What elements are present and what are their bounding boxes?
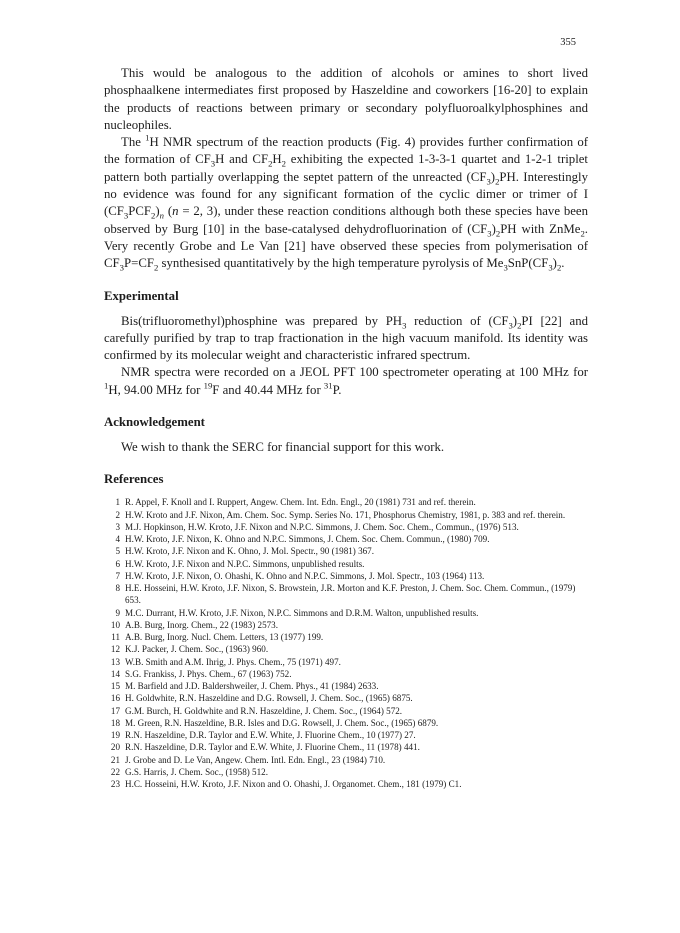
reference-item	[104, 631, 588, 643]
reference-text: W.B. Smith and A.M. Ihrig, J. Phys. Chem., 75 (1971) 497.	[125, 656, 341, 667]
acknowledgement-text: We wish to thank the SERC for financial support for this work.	[121, 440, 445, 455]
reference-number: 15	[110, 681, 120, 692]
reference-text: H.W. Kroto, J.F. Nixon, O. Ohashi, K. Ohno and N.P.C. Simmons, J. Mol. Spectr., 103 (1964) 113.	[125, 570, 485, 581]
reference-item	[104, 545, 588, 557]
reference-number: 10	[110, 619, 120, 630]
reference-item	[104, 496, 588, 508]
reference-item	[104, 754, 588, 766]
reference-text: A.B. Burg, Inorg. Nucl. Chem. Letters, 13 (1977) 199.	[125, 632, 324, 643]
reference-item	[104, 607, 588, 619]
reference-number: 14	[110, 668, 120, 679]
reference-text: M.J. Hopkinson, H.W. Kroto, J.F. Nixon and N.P.C. Simmons, J. Chem. Soc. Chem., Commun., (1976) 513.	[125, 521, 519, 532]
reference-number: 21	[110, 754, 120, 765]
reference-text: H. Goldwhite, R.N. Haszeldine and D.G. Rowsell, J. Chem. Soc., (1965) 6875.	[125, 693, 413, 704]
paragraph-preparation: Bis(trifluoromethyl)phosphine was prepared by $PH_3$ reduction of $(CF_3)_2PI$ [22] and carefully purified by trap to trap fractionation in the high vacuum manifold. Its identity was confirmed by its molecular weight and characteristic infrared spectrum.	[104, 313, 589, 363]
reference-text: G.S. Harris, J. Chem. Soc., (1958) 512.	[125, 766, 268, 777]
reference-text: H.W. Kroto, J.F. Nixon and N.P.C. Simmons, unpublished results.	[125, 558, 365, 569]
reference-item	[104, 766, 588, 778]
references-heading: References	[104, 472, 164, 487]
reference-item	[104, 643, 588, 655]
reference-number: 1	[115, 497, 120, 508]
experimental-heading: Experimental	[104, 288, 179, 303]
reference-item	[104, 533, 588, 545]
paragraph-nmr-discussion: The $^1$H NMR spectrum of the reaction products (Fig. 4) provides further confirmation of the formation of $CF_3H$ and $CF_2H_2$ exhibiting the expected 1-3-3-1 quartet and 1-2-1 triplet pattern both partially overlapping the septet pattern of the unreacted $(CF_3)_2PH$. Interestingly no evidence was found for any significant formation of the cyclic dimer or trimer of I $(CF_3PCF_2)_n$ (n = 2, 3), under these reaction conditions although both these species have been observed by Burg [10] in the base-catalysed dehydrofluorination of $(CF_3)_2PH$ with ZnMe$_2$. Very recently Grobe and Le Van [21] have observed these species from polymerisation of $CF_3P=CF_2$ synthesised quantitatively by the high temperature pyrolysis of $Me_3SnP(CF_3)_2$.	[104, 132, 588, 273]
reference-number: 19	[110, 730, 120, 741]
reference-text: M. Barfield and J.D. Baldershweiler, J. Chem. Phys., 41 (1984) 2633.	[125, 681, 379, 692]
reference-text: R.N. Haszeldine, D.R. Taylor and E.W. White, J. Fluorine Chem., 11 (1978) 441.	[125, 742, 420, 753]
article-body	[104, 65, 588, 790]
reference-item	[104, 741, 588, 753]
reference-text: M.C. Durrant, H.W. Kroto, J.F. Nixon, N.P.C. Simmons and D.R.M. Walton, unpublished results.	[125, 607, 479, 618]
reference-text: R. Appel, F. Knoll and I. Ruppert, Angew. Chem. Int. Edn. Engl., 20 (1981) 731 and ref. therein.	[125, 497, 476, 508]
reference-number: 13	[110, 656, 120, 667]
reference-item	[104, 521, 588, 533]
reference-number: 16	[110, 693, 120, 704]
reference-text: R.N. Haszeldine, D.R. Taylor and E.W. White, J. Fluorine Chem., 10 (1977) 27.	[125, 730, 416, 741]
reference-text: H.W. Kroto and J.F. Nixon, Am. Chem. Soc. Symp. Series No. 171, Phosphorus Chemistry, 1981, p. 383 and ref. therein.	[125, 509, 566, 520]
reference-item	[104, 558, 588, 570]
reference-text: J. Grobe and D. Le Van, Angew. Chem. Intl. Edn. Engl., 23 (1984) 710.	[125, 754, 386, 765]
reference-item	[104, 680, 588, 692]
reference-item	[104, 619, 588, 631]
reference-text: H.C. Hosseini, H.W. Kroto, J.F. Nixon and O. Ohashi, J. Organomet. Chem., 181 (1979) C1.	[125, 779, 462, 790]
reference-number: 18	[110, 717, 120, 728]
reference-text: G.M. Burch, H. Goldwhite and R.N. Haszeldine, J. Chem. Soc., (1964) 572.	[125, 705, 403, 716]
reference-number: 6	[115, 558, 120, 569]
reference-item	[104, 668, 588, 680]
reference-number: 20	[110, 742, 120, 753]
references-list	[104, 496, 588, 790]
reference-number: 9	[115, 607, 120, 618]
reference-number: 4	[115, 534, 120, 545]
page-number: 355	[560, 37, 576, 48]
reference-number: 8	[115, 583, 120, 594]
reference-item	[104, 692, 588, 704]
reference-text: S.G. Frankiss, J. Phys. Chem., 67 (1963) 752.	[125, 668, 292, 679]
reference-text: H.W. Kroto, J.F. Nixon and K. Ohno, J. Mol. Spectr., 90 (1981) 367.	[125, 546, 375, 557]
reference-number: 7	[115, 570, 120, 581]
reference-text: H.E. Hosseini, H.W. Kroto, J.F. Nixon, S. Browstein, J.R. Morton and K.F. Preston, J. Chem. Soc. Chem. Commun., (1979) 653.	[125, 583, 576, 606]
reference-item	[104, 582, 588, 607]
reference-item	[104, 729, 588, 741]
reference-number: 17	[110, 705, 120, 716]
reference-item	[104, 570, 588, 582]
reference-number: 3	[115, 521, 120, 532]
reference-number: 5	[115, 546, 120, 557]
reference-item	[104, 705, 588, 717]
reference-item	[104, 509, 588, 521]
paragraph-nmr-instrument: NMR spectra were recorded on a JEOL PFT 100 spectrometer operating at 100 MHz for $^1$H, 94.00 MHz for $^{19}$F and 40.44 MHz for $^{31}$P.	[104, 365, 588, 397]
reference-number: 12	[110, 644, 120, 655]
reference-text: K.J. Packer, J. Chem. Soc., (1963) 960.	[125, 644, 269, 655]
reference-item	[104, 778, 588, 790]
reference-number: 23	[110, 779, 120, 790]
reference-number: 22	[110, 766, 120, 777]
reference-text: H.W. Kroto, J.F. Nixon, K. Ohno and N.P.C. Simmons, J. Chem. Soc. Chem. Commun., (1980) 709.	[125, 534, 490, 545]
paragraph-phosphaalkene-analogy: This would be analogous to the addition of alcohols or amines to short lived phosphaalkene intermediates first proposed by Haszeldine and coworkers [16-20] to explain the products of reactions between primary or secondary polyfluoroalkylphosphines and nucleophiles.	[104, 66, 588, 132]
reference-item	[104, 656, 588, 668]
reference-text: M. Green, R.N. Haszeldine, B.R. Isles and D.G. Rowsell, J. Chem. Soc., (1965) 6879.	[125, 717, 439, 728]
reference-number: 11	[111, 632, 120, 643]
reference-number: 2	[115, 509, 120, 520]
reference-text: A.B. Burg, Inorg. Chem., 22 (1983) 2573.	[125, 619, 278, 630]
acknowledgement-heading: Acknowledgement	[104, 415, 205, 430]
reference-item	[104, 717, 588, 729]
